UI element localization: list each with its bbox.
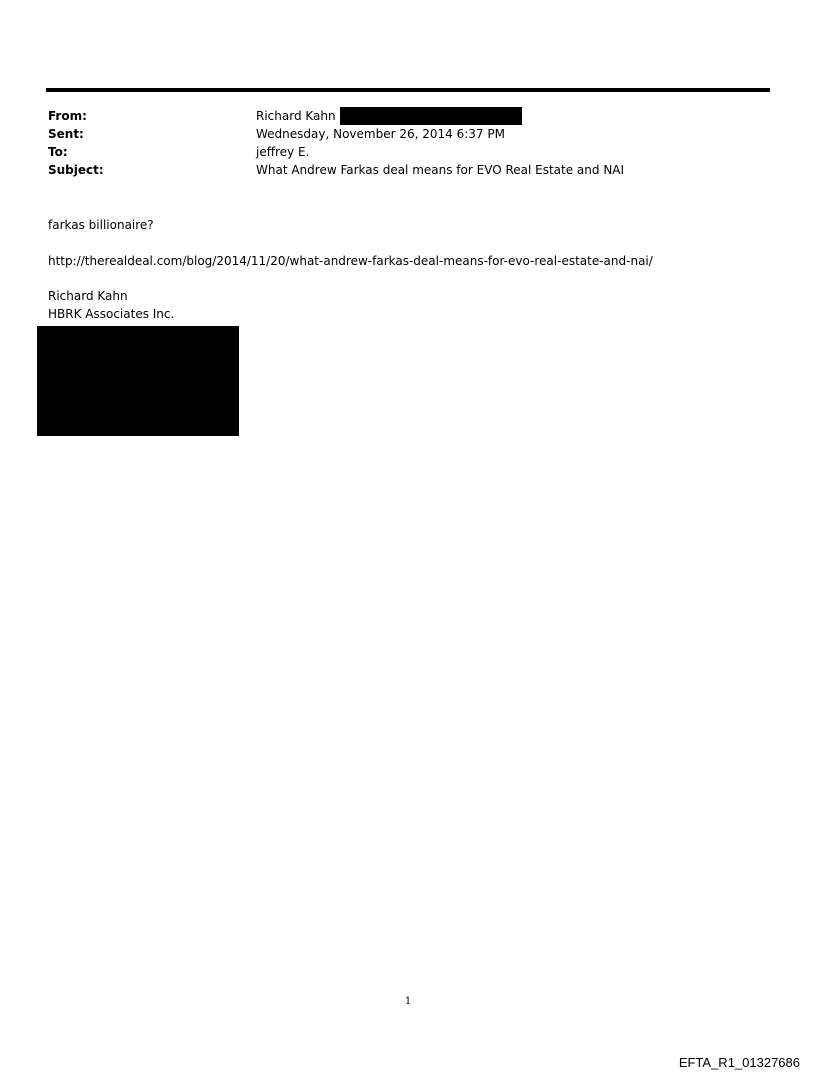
signature-company: HBRK Associates Inc. xyxy=(48,307,175,321)
signature xyxy=(48,287,174,323)
from-row xyxy=(48,107,768,125)
email-header xyxy=(48,107,768,179)
to-label: To: xyxy=(48,145,68,159)
from-name: Richard Kahn xyxy=(256,109,336,123)
sent-value: Wednesday, November 26, 2014 6:37 PM xyxy=(256,127,505,141)
to-row xyxy=(48,143,768,161)
header-divider xyxy=(46,88,770,92)
signature-name: Richard Kahn xyxy=(48,289,128,303)
to-value: jeffrey E. xyxy=(256,145,310,159)
from-label: From: xyxy=(48,109,87,123)
subject-label: Subject: xyxy=(48,163,104,177)
article-link[interactable]: http://therealdeal.com/blog/2014/11/20/what-andrew-farkas-deal-means-for-evo-real-estate-and-nai/ xyxy=(48,254,653,268)
subject-value: What Andrew Farkas deal means for EVO Real Estate and NAI xyxy=(256,163,625,177)
sent-label: Sent: xyxy=(48,127,84,141)
subject-row xyxy=(48,161,768,179)
message-text: farkas billionaire? xyxy=(48,218,154,232)
redacted-signature-block xyxy=(37,326,239,436)
bates-number: EFTA_R1_01327686 xyxy=(678,1055,800,1070)
page-number: 1 xyxy=(404,996,412,1007)
redacted-email-address xyxy=(340,107,522,125)
from-value xyxy=(256,107,522,125)
sent-row xyxy=(48,125,768,143)
